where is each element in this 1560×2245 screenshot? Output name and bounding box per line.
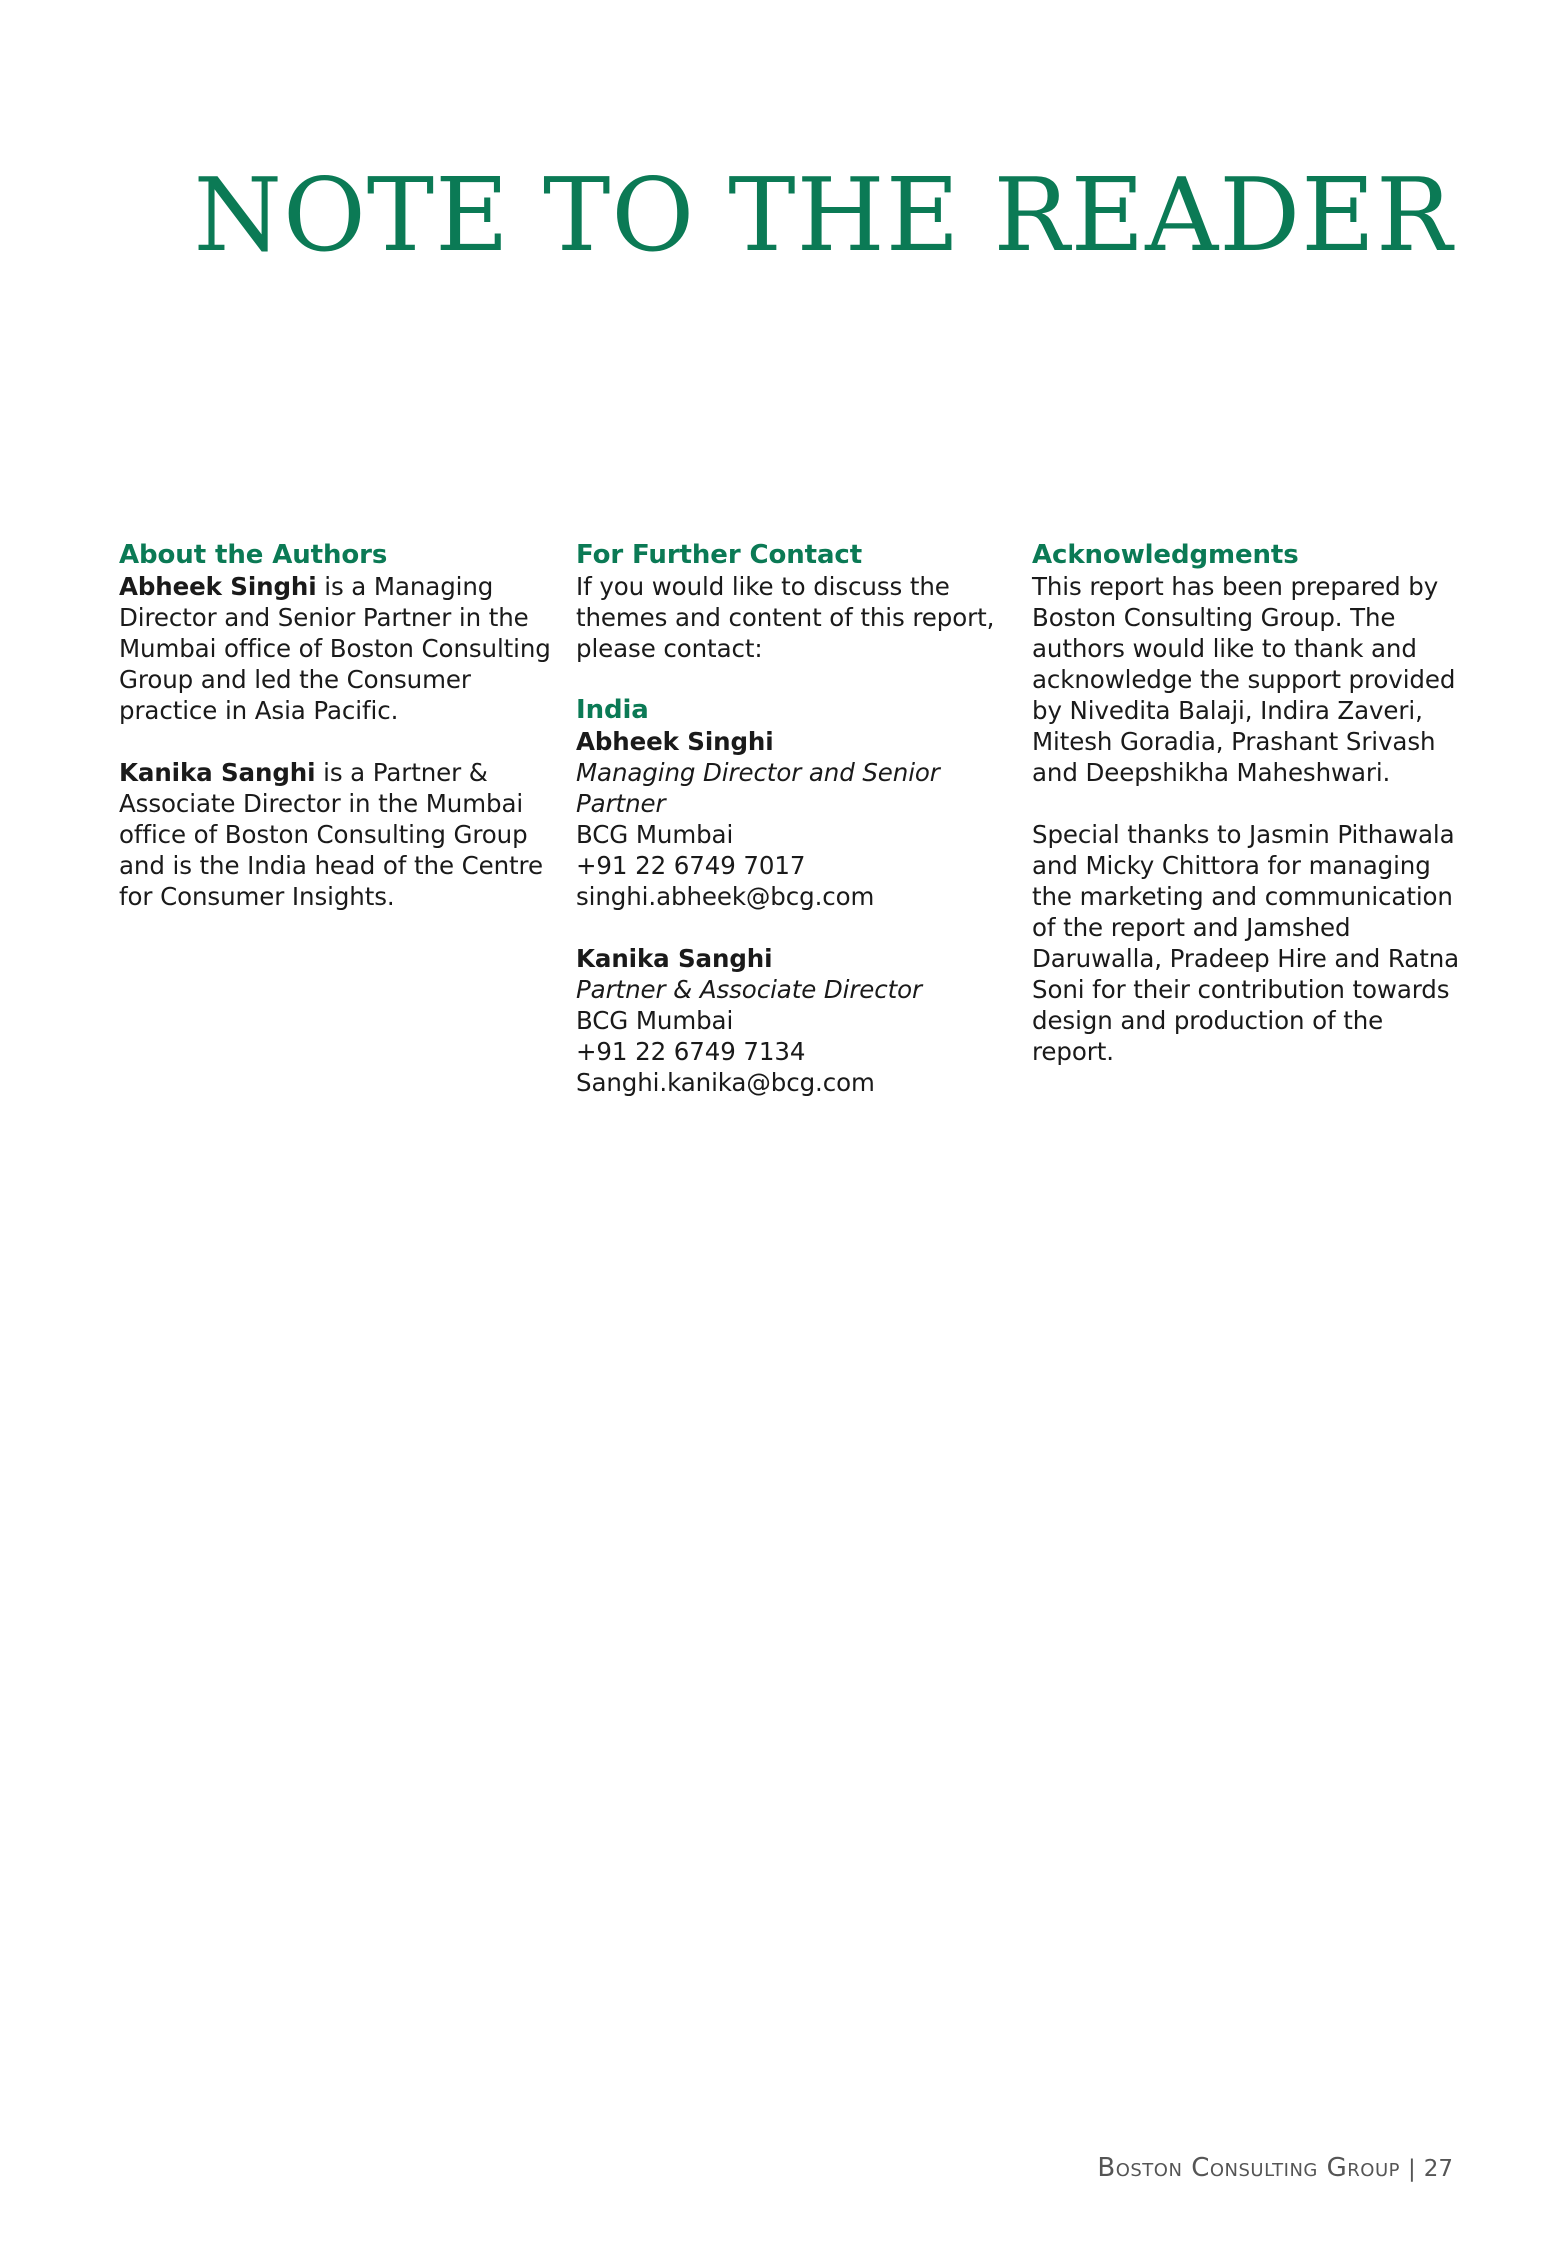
- region-heading: India: [576, 695, 649, 725]
- author-bio-text: is a Managing Director and Senior Partner in the Mumbai office of Boston Consulting Group and led the Consumer practice in Asia Pacific.: [119, 572, 551, 725]
- footer-separator: |: [1407, 2156, 1416, 2182]
- contact-role: Managing Director and Senior Partner: [576, 758, 940, 818]
- author-bio-1: [119, 571, 559, 726]
- author-name: Abheek Singhi: [119, 572, 317, 601]
- contact-name: Kanika Sanghi: [576, 944, 773, 973]
- contact-phone: +91 22 6749 7134: [576, 1037, 806, 1066]
- contact-name: Abheek Singhi: [576, 727, 774, 756]
- page-footer: [1097, 2154, 1453, 2183]
- contact-email[interactable]: singhi.abheek@bcg.com: [576, 882, 875, 911]
- author-bio-2: [119, 757, 559, 912]
- acknowledgments-section: [1032, 540, 1462, 1067]
- further-contact-heading: For Further Contact: [576, 540, 863, 570]
- contact-card: [576, 943, 1016, 1098]
- contact-role: Partner & Associate Director: [576, 975, 923, 1004]
- acknowledgments-paragraph-1: This report has been prepared by Boston Consulting Group. The authors would like to thank and acknowledge the support provided by Nivedita Balaji, Indira Zaveri, Mitesh Goradia, Prashant Srivash and Deepshikha Maheshwari.: [1032, 572, 1456, 787]
- author-bio-text: is a Partner & Associate Director in the Mumbai office of Boston Consulting Group and is the India head of the Centre for Consumer Insights.: [119, 758, 543, 911]
- page-number: 27: [1423, 2156, 1453, 2182]
- acknowledgments-paragraph-2: Special thanks to Jasmin Pithawala and Micky Chittora for managing the marketing and communication of the report and Jamshed Daruwalla, Pradeep Hire and Ratna Soni for their contribution towards design and production of the report.: [1032, 820, 1460, 1066]
- contact-phone: +91 22 6749 7017: [576, 851, 806, 880]
- author-name: Kanika Sanghi: [119, 758, 316, 787]
- further-contact-section: [576, 540, 1016, 1098]
- contact-email[interactable]: Sanghi.kanika@bcg.com: [576, 1068, 875, 1097]
- contact-intro: If you would like to discuss the themes and content of this report, please contact:: [576, 572, 995, 663]
- page-title: NOTE TO THE READER: [193, 156, 1453, 274]
- contact-office: BCG Mumbai: [576, 820, 734, 849]
- contact-office: BCG Mumbai: [576, 1006, 734, 1035]
- contact-card: [576, 726, 1016, 912]
- about-authors-heading: About the Authors: [119, 540, 388, 570]
- acknowledgments-heading: Acknowledgments: [1032, 540, 1299, 570]
- about-authors-section: [119, 540, 559, 912]
- footer-brand: Boston Consulting Group: [1097, 2153, 1400, 2183]
